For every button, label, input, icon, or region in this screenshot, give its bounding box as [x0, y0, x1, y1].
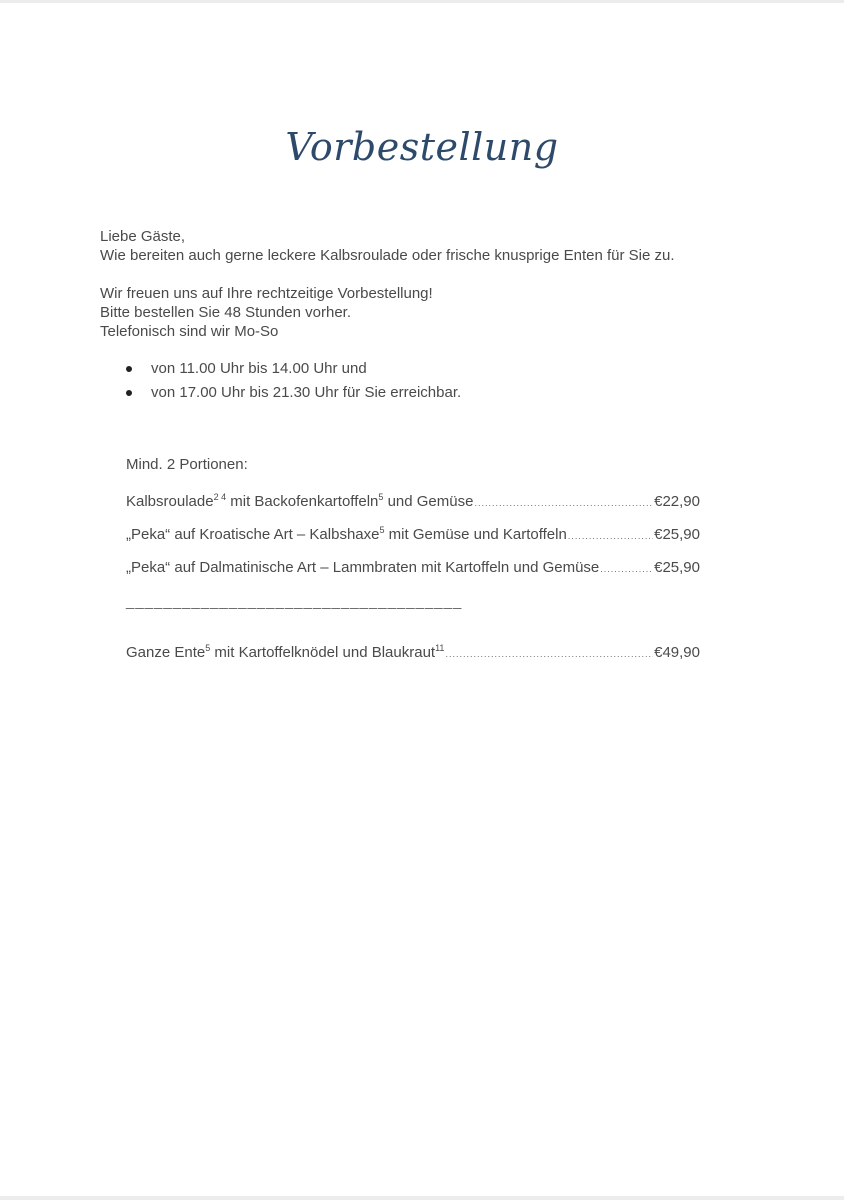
menu-item — [126, 553, 700, 579]
dish-name: „Peka“ auf Dalmatinische Art – Lammbraten mit Kartoffeln und Gemüse — [126, 559, 600, 576]
dot-leader — [568, 526, 653, 546]
opening-hours-list — [124, 359, 461, 407]
bullet-icon — [126, 366, 132, 372]
greeting: Liebe Gäste, — [100, 228, 186, 245]
dish-name: Ganze Ente$^5$ mit Kartoffelknödel und Blaukraut$^{11}$ — [126, 643, 445, 661]
menu-item-special — [126, 638, 700, 664]
dish-price: €25,90 — [654, 526, 700, 543]
document-page — [0, 3, 844, 1196]
hours-text: von 11.00 Uhr bis 14.00 Uhr und — [151, 360, 367, 377]
dot-leader — [445, 644, 653, 664]
dish-name: Kalbsroulade$^{2 4}$ mit Backofenkartoffeln$^5$ und Gemüse — [126, 492, 474, 510]
dot-leader — [474, 493, 653, 513]
intro-text — [100, 227, 780, 341]
list-item — [124, 383, 461, 407]
menu-subhead: Mind. 2 Portionen: — [126, 456, 248, 473]
intro-line: Bitte bestellen Sie 48 Stunden vorher. — [100, 304, 352, 321]
dish-name: „Peka“ auf Kroatische Art – Kalbshaxe$^5$ mit Gemüse und Kartoffeln — [126, 525, 567, 543]
menu-item — [126, 487, 700, 513]
intro-line: Wie bereiten auch gerne leckere Kalbsroulade oder frische knusprige Enten für Sie zu. — [100, 247, 675, 264]
dot-leader — [600, 559, 653, 579]
list-item — [124, 359, 461, 383]
dish-price: €25,90 — [654, 559, 700, 576]
hours-text: von 17.00 Uhr bis 21.30 Uhr für Sie erreichbar. — [151, 384, 462, 401]
dish-price: €22,90 — [654, 493, 700, 510]
menu-item — [126, 520, 700, 546]
dish-price: €49,90 — [654, 644, 700, 661]
bullet-icon — [126, 390, 132, 396]
page-title: Vorbestellung — [285, 125, 559, 169]
intro-line: Wir freuen uns auf Ihre rechtzeitige Vorbestellung! — [100, 285, 433, 302]
divider-line: ____________________________________ — [126, 593, 463, 610]
intro-line: Telefonisch sind wir Mo-So — [100, 323, 279, 340]
menu-section — [126, 454, 700, 661]
